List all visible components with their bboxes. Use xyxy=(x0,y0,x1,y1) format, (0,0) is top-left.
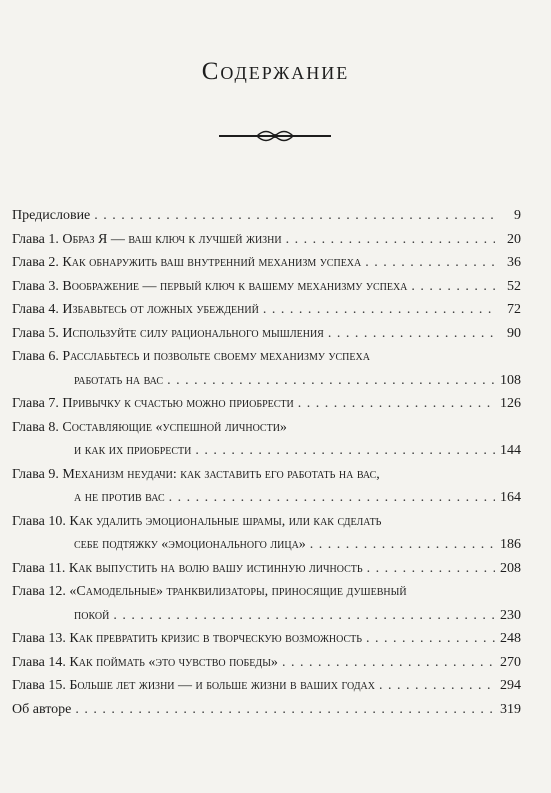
toc-entry xyxy=(12,580,521,627)
toc-entry-label: Предисловие xyxy=(12,208,91,223)
toc-entry xyxy=(12,510,521,557)
toc-entry-page: 208 xyxy=(500,560,521,576)
toc-entry-page: 36 xyxy=(507,255,521,270)
toc-entry-page: 294 xyxy=(500,678,521,693)
table-of-contents xyxy=(12,204,521,721)
toc-entry-title: Образ Я — ваш ключ к лучшей жизни xyxy=(62,231,282,247)
dot-leader xyxy=(365,251,495,275)
toc-entry-title: Расслабьтесь и позвольте своему механизму успеха xyxy=(62,349,370,364)
toc-entry-label: Глава 5. xyxy=(12,325,59,341)
toc-entry-page: 230 xyxy=(500,607,521,623)
dot-leader xyxy=(286,228,495,252)
toc-entry xyxy=(12,674,521,698)
toc-entry-label: Глава 1. xyxy=(12,231,59,247)
toc-entry-title: «Самодельные» транквилизаторы, приносящие душевный xyxy=(69,584,407,599)
dot-leader xyxy=(94,204,495,228)
toc-entry-page: 186 xyxy=(500,537,521,552)
toc-entry xyxy=(12,463,521,510)
toc-entry-title: Как выпустить на волю вашу истинную личность xyxy=(68,560,363,576)
toc-entry-label: Глава 9. xyxy=(12,466,59,482)
toc-entry xyxy=(12,698,521,722)
toc-entry-title: а не против вас xyxy=(74,490,165,505)
toc-entry-title: Механизм неудачи: как заставить его работать на вас, xyxy=(62,466,380,482)
toc-entry-title: Воображение — первый ключ к вашему механизму успеха xyxy=(62,278,408,294)
toc-entry-page: 319 xyxy=(500,701,521,717)
ornament-divider xyxy=(217,128,333,144)
toc-entry xyxy=(12,557,521,581)
toc-entry xyxy=(12,651,521,675)
toc-entry xyxy=(12,251,521,275)
toc-entry-label: Глава 11. xyxy=(12,560,66,576)
dot-leader xyxy=(298,392,495,416)
toc-entry-label: Глава 8. xyxy=(12,419,59,435)
toc-entry-label: Глава 7. xyxy=(12,396,59,411)
toc-entry-label: Глава 12. xyxy=(12,584,66,599)
toc-entry-title: Больше лет жизни — и больше жизни в ваших годах xyxy=(69,678,375,693)
dot-leader xyxy=(113,604,495,628)
toc-entry-page: 20 xyxy=(507,231,521,247)
toc-entry xyxy=(12,228,521,252)
toc-entry-page: 52 xyxy=(507,278,521,294)
toc-entry-label: Глава 3. xyxy=(12,278,59,294)
toc-entry-page: 90 xyxy=(507,325,521,341)
dot-leader xyxy=(328,322,495,346)
toc-entry xyxy=(12,322,521,346)
toc-entry-page: 270 xyxy=(500,654,521,670)
dot-leader xyxy=(195,439,495,463)
toc-entry xyxy=(12,416,521,463)
dot-leader xyxy=(379,674,495,698)
toc-entry-title: Как превратить кризис в творческую возможность xyxy=(69,631,362,646)
toc-entry-page: 126 xyxy=(500,396,521,411)
dot-leader xyxy=(310,533,495,557)
dot-leader xyxy=(366,627,495,651)
toc-entry xyxy=(12,298,521,322)
toc-entry-title: Как удалить эмоциональные шрамы, или как сделать xyxy=(69,513,382,529)
toc-entry-label: Глава 10. xyxy=(12,513,66,529)
dot-leader xyxy=(282,651,495,675)
dot-leader xyxy=(367,557,495,581)
toc-entry-label: Глава 13. xyxy=(12,631,66,646)
toc-entry xyxy=(12,345,521,392)
toc-entry-page: 144 xyxy=(500,443,521,458)
toc-entry-title: Привычку к счастью можно приобрести xyxy=(62,396,294,411)
toc-entry-page: 248 xyxy=(500,631,521,646)
toc-entry-label: Глава 2. xyxy=(12,255,59,270)
toc-entry-title: Избавьтесь от ложных убеждений xyxy=(62,302,259,317)
toc-entry-label: Об авторе xyxy=(12,701,72,717)
toc-entry-label: Глава 15. xyxy=(12,678,66,693)
dot-leader xyxy=(169,486,495,510)
toc-entry xyxy=(12,275,521,299)
toc-entry-page: 164 xyxy=(500,490,521,505)
toc-entry-label: Глава 6. xyxy=(12,349,59,364)
toc-entry-label: Глава 14. xyxy=(12,654,66,670)
toc-entry xyxy=(12,204,521,228)
toc-entry-title: Используйте силу рационального мышления xyxy=(62,325,324,341)
dot-leader xyxy=(411,275,495,299)
toc-entry-title: Как поймать «это чувство победы» xyxy=(69,654,278,670)
dot-leader xyxy=(75,698,495,722)
toc-entry-title: Как обнаружить ваш внутренний механизм успеха xyxy=(62,255,362,270)
toc-entry-title: работать на вас xyxy=(74,372,164,388)
toc-entry-title: себе подтяжку «эмоционального лица» xyxy=(74,537,306,552)
dot-leader xyxy=(167,369,495,393)
dot-leader xyxy=(263,298,495,322)
toc-entry-page: 108 xyxy=(500,372,521,388)
toc-entry-label: Глава 4. xyxy=(12,302,59,317)
toc-entry xyxy=(12,627,521,651)
toc-entry-title: и как их приобрести xyxy=(74,443,192,458)
toc-entry-title: Составляющие «успешной личности» xyxy=(62,419,287,435)
page-title: Содержание xyxy=(201,58,350,85)
toc-entry-page: 9 xyxy=(514,208,521,223)
toc-entry-page: 72 xyxy=(507,302,521,317)
toc-entry-title: покой xyxy=(74,607,110,623)
toc-entry xyxy=(12,392,521,416)
